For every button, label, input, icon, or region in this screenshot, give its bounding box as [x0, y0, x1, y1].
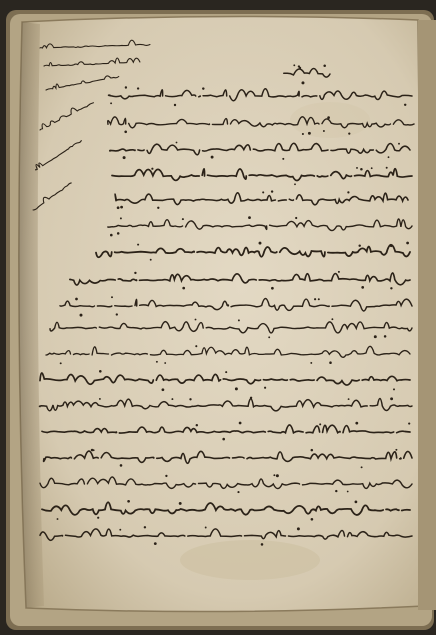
diacritic-dot [360, 168, 363, 171]
facing-page-edge [418, 20, 436, 610]
diacritic-dot [348, 398, 350, 400]
paper-leaf [19, 16, 424, 611]
diacritic-dot [398, 143, 400, 145]
diacritic-dot [327, 116, 330, 119]
diacritic-dot [248, 216, 251, 219]
diacritic-dot [338, 271, 340, 273]
diacritic-dot [261, 543, 264, 546]
diacritic-dot [162, 388, 165, 391]
diacritic-dot [237, 491, 239, 493]
diacritic-dot [111, 296, 113, 298]
diacritic-dot [120, 464, 123, 467]
diacritic-dot [393, 388, 395, 390]
diacritic-dot [91, 449, 94, 452]
diacritic-dot [319, 423, 321, 425]
diacritic-dot [182, 287, 185, 290]
diacritic-dot [127, 500, 130, 503]
diacritic-dot [314, 298, 316, 300]
diacritic-dot [282, 158, 284, 160]
diacritic-dot [388, 156, 390, 158]
diacritic-dot [374, 335, 377, 338]
diacritic-dot [117, 232, 120, 235]
diacritic-dot [179, 502, 182, 505]
diacritic-dot [295, 217, 297, 219]
diacritic-dot [294, 183, 296, 185]
diacritic-dot [395, 449, 397, 451]
diacritic-dot [386, 167, 388, 169]
diacritic-dot [371, 167, 373, 169]
diacritic-dot [99, 398, 101, 400]
diacritic-dot [348, 132, 350, 134]
diacritic-dot [311, 449, 314, 452]
diacritic-dot [390, 244, 393, 247]
diacritic-dot [176, 142, 178, 144]
diacritic-dot [125, 86, 127, 88]
diacritic-dot [323, 130, 325, 132]
diacritic-dot [347, 491, 349, 493]
diacritic-dot [302, 81, 305, 84]
diacritic-dot [150, 259, 152, 261]
diacritic-dot [311, 518, 314, 521]
diacritic-dot [347, 191, 349, 193]
diacritic-dot [110, 234, 113, 237]
diacritic-dot [390, 287, 392, 289]
diacritic-dot [238, 319, 240, 321]
diacritic-dot [225, 371, 227, 373]
diacritic-dot [335, 490, 337, 492]
diacritic-dot [123, 156, 126, 159]
diacritic-dot [273, 474, 275, 476]
diacritic-dot [271, 190, 273, 192]
diacritic-dot [75, 298, 78, 301]
diacritic-dot [331, 318, 333, 320]
diacritic-dot [137, 244, 139, 246]
diacritic-dot [404, 104, 406, 106]
diacritic-dot [271, 287, 274, 290]
diacritic-dot [174, 104, 176, 106]
diacritic-dot [202, 87, 204, 89]
diacritic-dot [205, 527, 207, 529]
diacritic-dot [297, 527, 300, 530]
diacritic-dot [120, 217, 122, 219]
diacritic-dot [384, 335, 387, 338]
diacritic-dot [195, 319, 197, 321]
diacritic-dot [302, 133, 304, 135]
diacritic-dot [390, 397, 393, 400]
diacritic-dot [268, 336, 270, 338]
diacritic-dot [318, 298, 320, 300]
diacritic-dot [250, 397, 252, 399]
diacritic-dot [156, 361, 158, 363]
diacritic-dot [355, 422, 358, 425]
diacritic-dot [310, 362, 312, 364]
diacritic-dot [355, 501, 358, 504]
diacritic-dot [157, 207, 159, 209]
diacritic-dot [329, 361, 332, 364]
diacritic-dot [97, 517, 99, 519]
paper-stain [180, 540, 320, 580]
diacritic-dot [110, 102, 112, 104]
diacritic-dot [57, 518, 59, 520]
diacritic-dot [308, 132, 311, 135]
diacritic-dot [276, 474, 279, 477]
diacritic-dot [239, 422, 242, 425]
diacritic-dot [264, 387, 266, 389]
diacritic-dot [189, 398, 191, 400]
diacritic-dot [259, 242, 262, 245]
diacritic-dot [323, 64, 326, 67]
diacritic-dot [182, 218, 184, 220]
diacritic-dot [119, 529, 121, 531]
diacritic-dot [151, 168, 153, 170]
diacritic-dot [358, 244, 360, 246]
diacritic-dot [356, 167, 358, 169]
diacritic-dot [222, 438, 225, 441]
diacritic-dot [154, 542, 157, 545]
diacritic-dot [164, 362, 166, 364]
diacritic-dot [117, 206, 120, 209]
diacritic-dot [165, 475, 167, 477]
diacritic-dot [171, 398, 173, 400]
diacritic-dot [235, 387, 238, 390]
diacritic-dot [293, 64, 295, 66]
diacritic-dot [408, 423, 410, 425]
diacritic-dot [124, 131, 127, 134]
diacritic-dot [361, 286, 364, 289]
diacritic-dot [262, 191, 264, 193]
diacritic-dot [60, 362, 62, 364]
diacritic-dot [211, 156, 214, 159]
diacritic-dot [120, 206, 123, 209]
diacritic-dot [195, 345, 197, 347]
diacritic-dot [361, 466, 363, 468]
diacritic-dot [134, 272, 136, 274]
diacritic-dot [144, 526, 146, 528]
diacritic-dot [406, 242, 409, 245]
diacritic-dot [137, 87, 139, 89]
diacritic-dot [196, 424, 198, 426]
diacritic-dot [116, 313, 118, 315]
diacritic-dot [80, 314, 83, 317]
diacritic-dot [99, 370, 102, 373]
diacritic-dot [298, 65, 300, 67]
